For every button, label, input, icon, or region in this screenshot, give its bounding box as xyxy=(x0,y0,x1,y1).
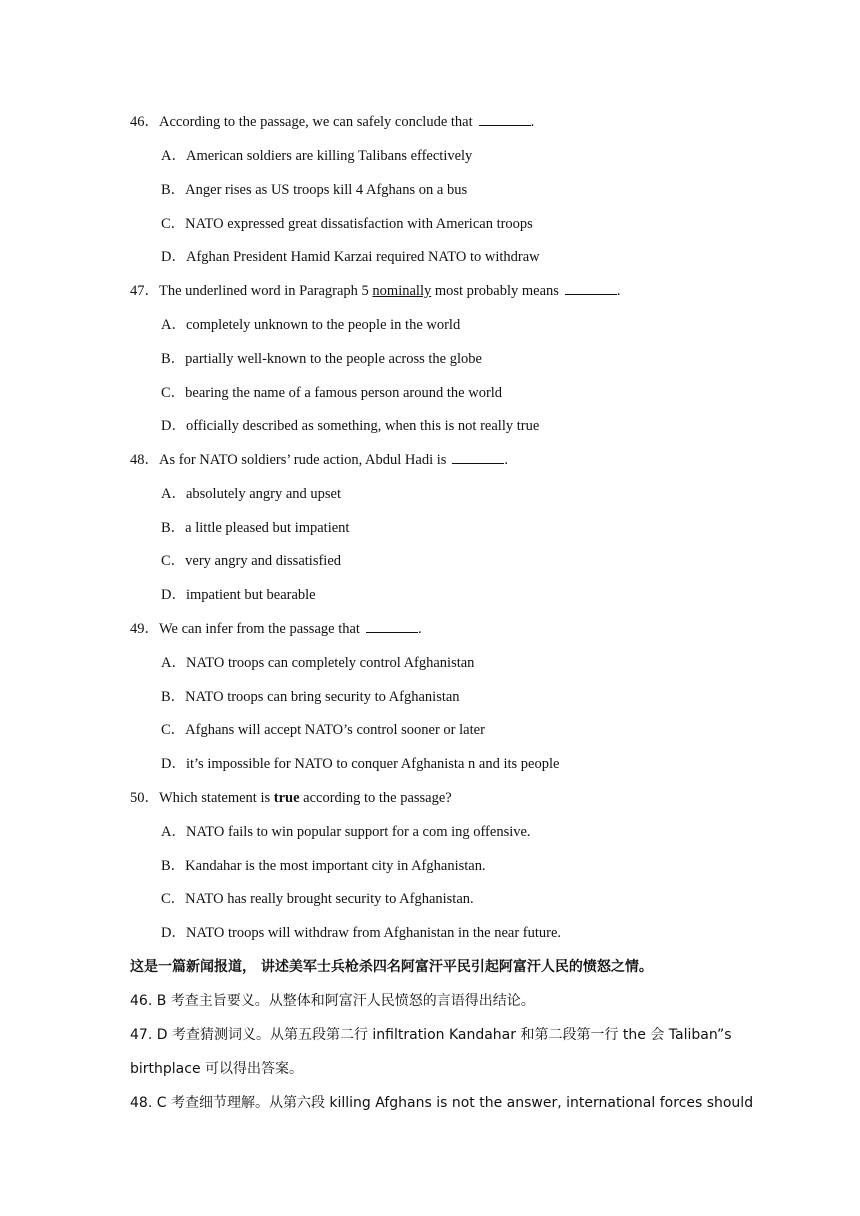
option-47-d: D．officially described as something, when this is not really true xyxy=(161,418,540,434)
question-49-stem: 49．We can infer from the passage that . xyxy=(130,621,422,637)
answer-48: 48. C 考查细节理解。从第六段 killing Afghans is not the answer, international forces should xyxy=(130,1095,754,1111)
option-48-a: A．absolutely angry and upset xyxy=(161,486,342,502)
option-50-d: D．NATO troops will withdraw from Afghanistan in the near future. xyxy=(161,925,562,941)
passage-summary: 这是一篇新闻报道， 讲述美军士兵枪杀四名阿富汗平民引起阿富汗人民的愤怒之情。 xyxy=(130,959,653,975)
option-47-a: A．completely unknown to the people in the world xyxy=(161,317,461,333)
option-48-d: D．impatient but bearable xyxy=(161,587,316,603)
option-49-d: D．it’s impossible for NATO to conquer Afghanista n and its people xyxy=(161,756,560,772)
answer-46: 46. B 考查主旨要义。从整体和阿富汗人民愤怒的言语得出结论。 xyxy=(130,993,535,1009)
option-49-b: B．NATO troops can bring security to Afghanistan xyxy=(161,689,460,705)
option-46-d: D．Afghan President Hamid Karzai required NATO to withdraw xyxy=(161,249,540,265)
option-48-c: C．very angry and dissatisfied xyxy=(161,553,342,569)
question-48-stem: 48．As for NATO soldiers’ rude action, Abdul Hadi is . xyxy=(130,452,509,468)
option-50-c: C．NATO has really brought security to Afghanistan. xyxy=(161,891,474,907)
underlined-word: nominally xyxy=(372,283,432,299)
answer-blank xyxy=(479,113,531,126)
option-49-a: A．NATO troops can completely control Afghanistan xyxy=(161,655,475,671)
option-50-b: B．Kandahar is the most important city in Afghanistan. xyxy=(161,858,486,874)
option-47-c: C．bearing the name of a famous person around the world xyxy=(161,385,503,401)
answer-blank xyxy=(452,451,504,464)
question-50-stem: 50．Which statement is true according to the passage? xyxy=(130,790,452,806)
option-46-b: B．Anger rises as US troops kill 4 Afghans on a bus xyxy=(161,182,468,198)
option-48-b: B．a little pleased but impatient xyxy=(161,520,350,536)
bold-word: true xyxy=(273,790,300,806)
answer-blank xyxy=(366,620,418,633)
option-49-c: C．Afghans will accept NATO’s control sooner or later xyxy=(161,722,485,738)
answer-blank xyxy=(565,282,617,295)
answer-47: 47. D 考查猜测词义。从第五段第二行 infiltration Kandahar 和第二段第一行 the 会 Taliban”s xyxy=(130,1027,732,1043)
question-47-stem: 47．The underlined word in Paragraph 5 nominally most probably means . xyxy=(130,283,621,299)
answer-47-continued: birthplace 可以得出答案。 xyxy=(130,1061,304,1077)
option-50-a: A．NATO fails to win popular support for a com ing offensive. xyxy=(161,824,531,840)
question-46-stem: 46．According to the passage, we can safely conclude that . xyxy=(130,114,535,130)
option-46-a: A．American soldiers are killing Talibans effectively xyxy=(161,148,473,164)
option-46-c: C．NATO expressed great dissatisfaction with American troops xyxy=(161,216,533,232)
option-47-b: B．partially well-known to the people across the globe xyxy=(161,351,482,367)
